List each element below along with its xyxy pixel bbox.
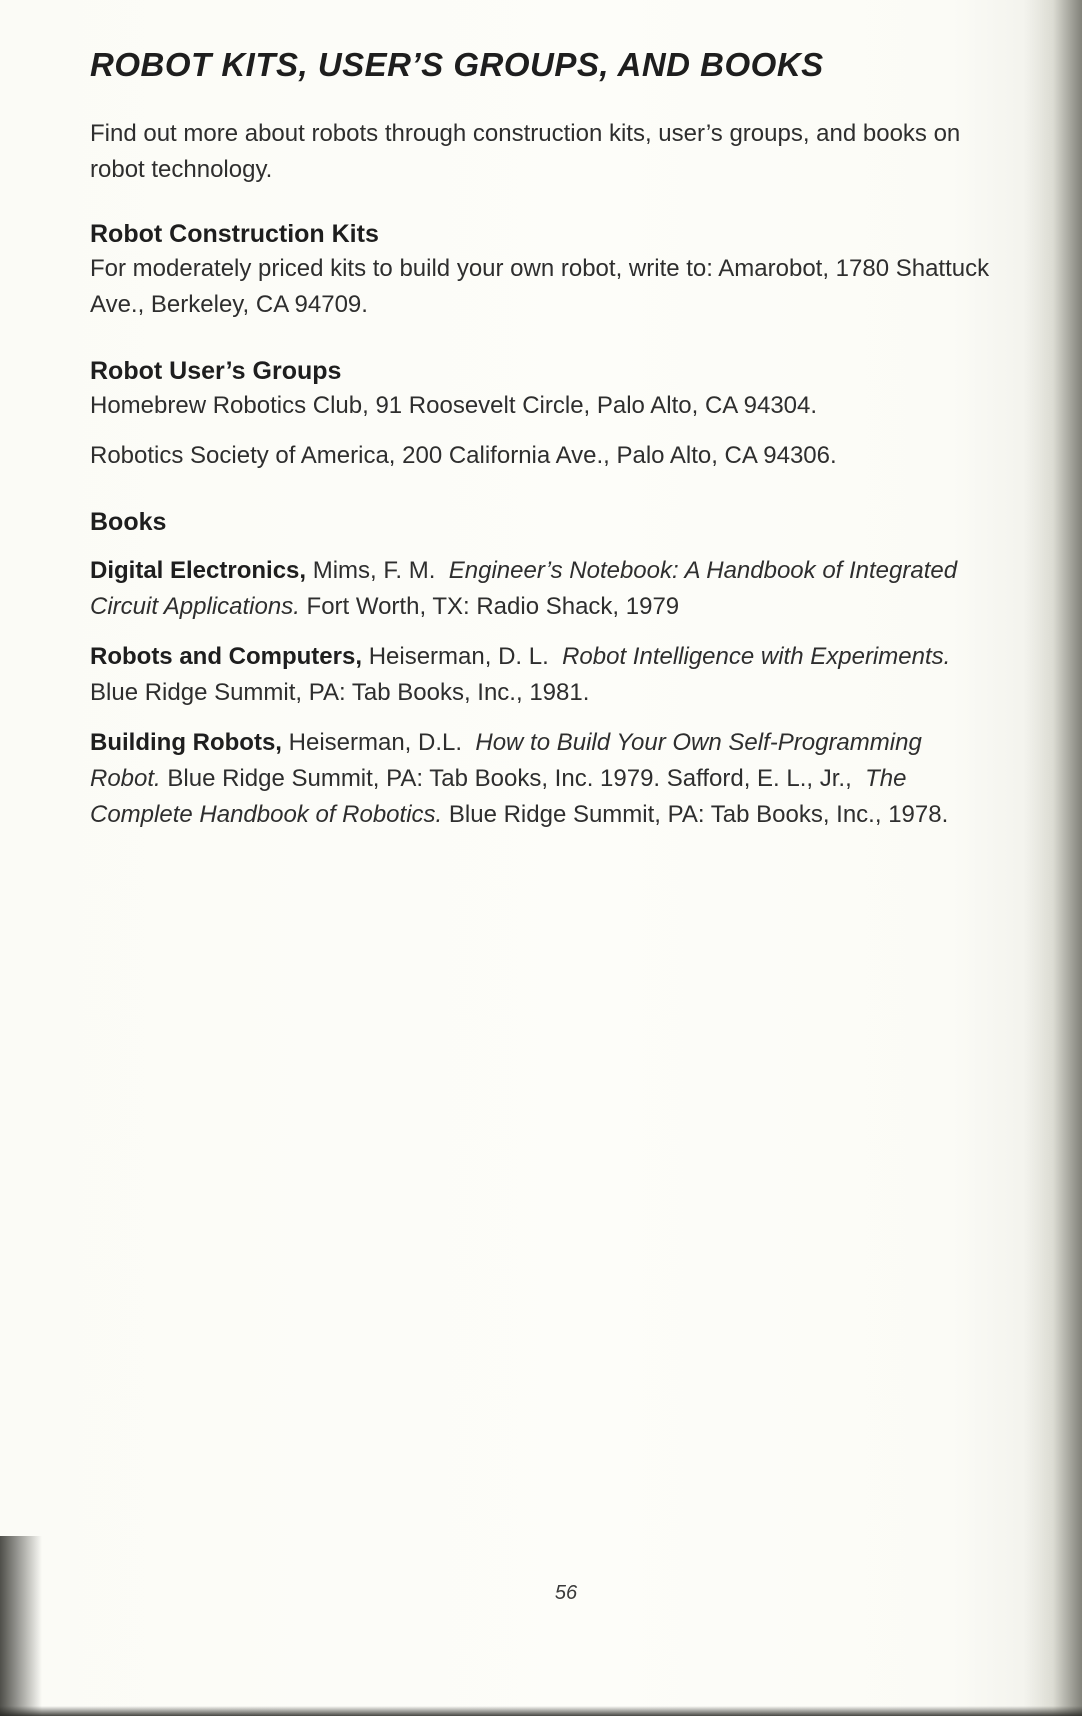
book-title: Engineer’s Notebook: A Handbook of Integrated Circuit Applications.: [90, 557, 958, 620]
page-content: [90, 46, 990, 847]
book-entry: [90, 553, 990, 625]
book-subject: Robots and Computers,: [90, 643, 363, 670]
book-author: Heiserman, D. L.: [368, 643, 549, 670]
book-title: The Complete Handbook of Robotics.: [90, 765, 907, 828]
group-entry: Homebrew Robotics Club, 91 Roosevelt Circle, Palo Alto, CA 94304.: [90, 392, 818, 419]
kits-heading: Robot Construction Kits: [90, 220, 379, 248]
books-heading: Books: [90, 508, 167, 536]
book-subject: Building Robots,: [90, 729, 282, 756]
page-heading: ROBOT KITS, USER’S GROUPS, AND BOOKS: [90, 46, 824, 83]
kits-text: For moderately priced kits to build your own robot, write to: Amarobot, 1780 Shattuck Ave., Berkeley, CA 94709.: [90, 255, 990, 318]
book-entry: [90, 725, 990, 833]
book-publication: Blue Ridge Summit, PA: Tab Books, Inc., 1981.: [90, 679, 590, 706]
book-publication: Blue Ridge Summit, PA: Tab Books, Inc., 1978.: [448, 801, 949, 828]
book-author: Mims, F. M.: [312, 557, 436, 584]
book-publication: Blue Ridge Summit, PA: Tab Books, Inc. 1979.: [167, 765, 661, 792]
book-subject: Digital Electronics,: [90, 557, 307, 584]
page-corner-shadow: [0, 1536, 42, 1716]
intro-paragraph: Find out more about robots through construction kits, user’s groups, and books on robot technology.: [90, 120, 961, 183]
kits-section: [90, 220, 990, 323]
book-entry: [90, 639, 990, 711]
page-number: 56: [554, 1582, 578, 1604]
book-author: Heiserman, D.L.: [288, 729, 463, 756]
page-bottom-shadow: [0, 1706, 1082, 1716]
group-entry: Robotics Society of America, 200 California Ave., Palo Alto, CA 94306.: [90, 442, 837, 469]
page-edge-shadow: [1024, 0, 1082, 1716]
book-title: How to Build Your Own Self-Programming Robot.: [90, 729, 922, 792]
books-section: [90, 508, 990, 833]
groups-section: [90, 357, 990, 474]
book-publication: Fort Worth, TX: Radio Shack, 1979: [306, 593, 680, 620]
book-title: Robot Intelligence with Experiments.: [562, 643, 951, 670]
book-author: Safford, E. L., Jr.,: [666, 765, 852, 792]
groups-heading: Robot User’s Groups: [90, 357, 342, 385]
